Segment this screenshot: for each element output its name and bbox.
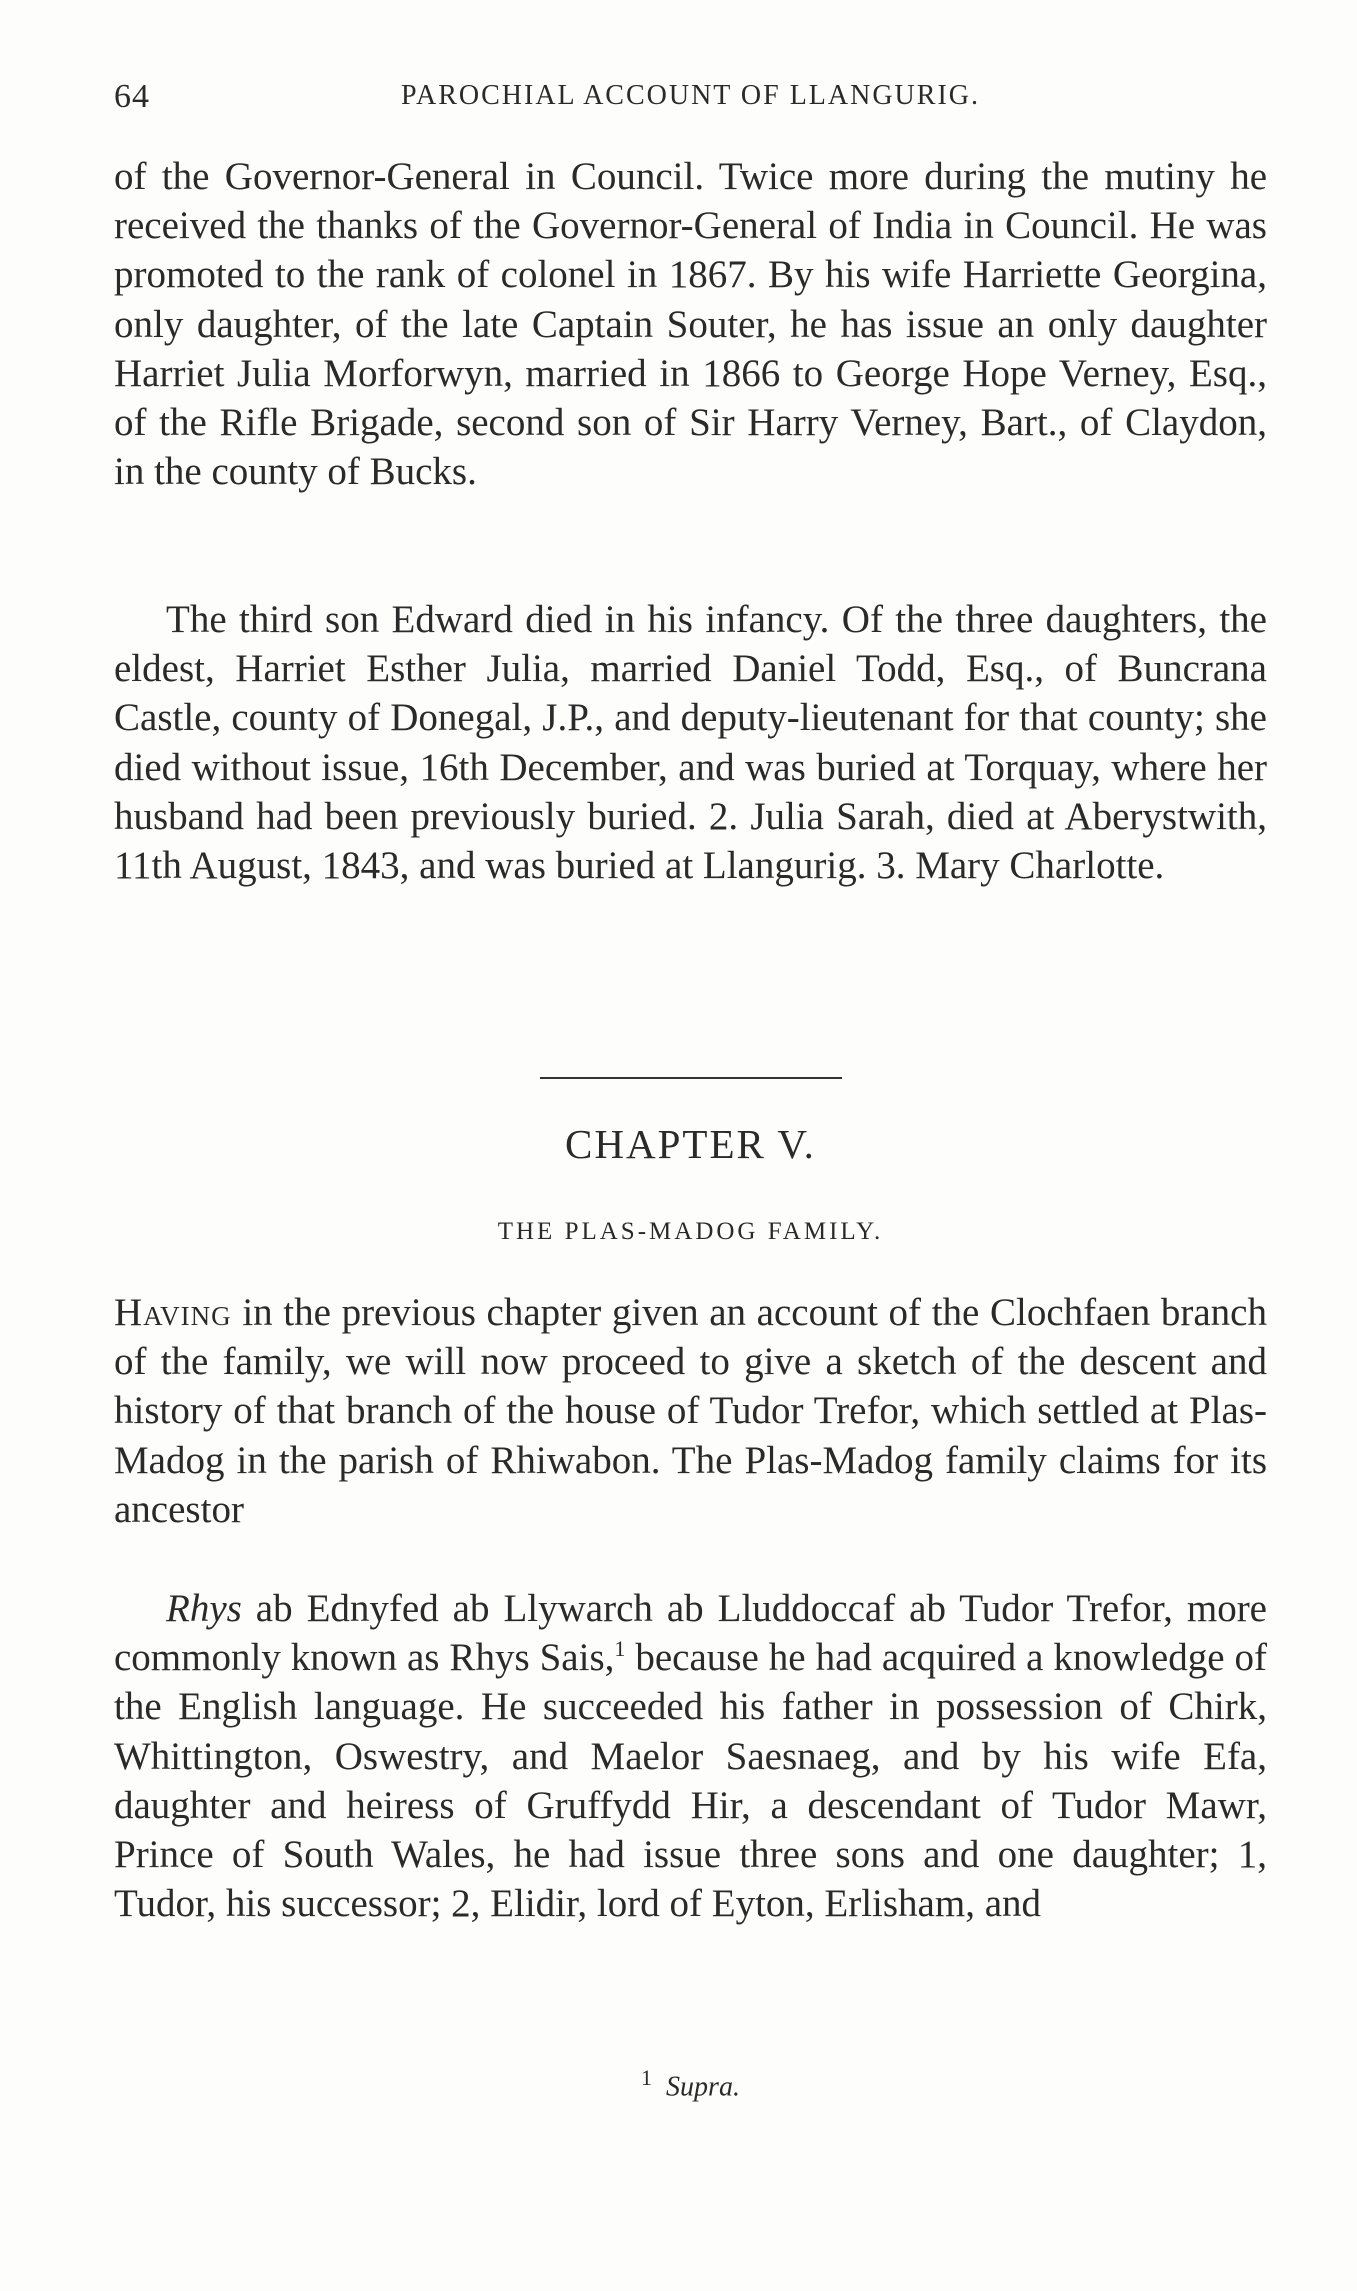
paragraph-body-b: because he had acquired a knowledge of the English language. He succeeded his father in possession of Chirk, Whittington, Oswestry, and Maelor Saesnaeg, and by his wife Efa, daughter and heiress of Gruffydd Hir, a descendant of Tudor Mawr, Prince of South Wales, he had issue three sons and one daughter; 1, Tudor, his successor; 2, Elidir, lord of Eyton, Erlisham, and bbox=[114, 1636, 1267, 1926]
chapter-subtitle: THE PLAS-MADOG FAMILY. bbox=[497, 1218, 884, 1245]
footnote-reference[interactable]: 1 bbox=[614, 1636, 626, 1662]
chapter-title: CHAPTER V. bbox=[565, 1121, 816, 1167]
opening-word: Having bbox=[114, 1291, 232, 1334]
paragraph-rhys-sais bbox=[114, 1584, 1267, 1928]
name-rhys: Rhys bbox=[166, 1587, 242, 1630]
paragraph-governor-general: of the Governor-General in Council. Twice more during the mutiny he received the thanks of the Governor-General of India in Council. He was promoted to the rank of colonel in 1867. By his wife Harriette Georgina, only daughter, of the late Captain Souter, he has issue an only daughter Harriet Julia Morforwyn, married in 1866 to George Hope Verney, Esq., of the Rifle Brigade, second son of Sir Harry Verney, Bart., of Claydon, in the county of Bucks. bbox=[114, 155, 1267, 494]
paragraph-plas-madog-intro bbox=[114, 1288, 1267, 1534]
paragraph-body: in the previous chapter given an account of the Clochfaen branch of the family, we will now proceed to give a sketch of the descent and history of that branch of the house of Tudor Trefor, which settled at Plas-Madog in the parish of Rhiwabon. The Plas-Madog family claims for its ancestor bbox=[114, 1291, 1267, 1531]
book-page bbox=[114, 0, 1267, 2291]
running-head: PAROCHIAL ACCOUNT OF LLANGURIG. bbox=[400, 80, 980, 111]
section-divider bbox=[540, 1077, 842, 1079]
footnote-mark: 1 bbox=[641, 2065, 653, 2090]
paragraph-third-son: The third son Edward died in his infancy. Of the three daughters, the eldest, Harriet Esther Julia, married Daniel Todd, Esq., of Buncrana Castle, county of Donegal, J.P., and deputy-lieutenant for that county; she died without issue, 16th December, and was buried at Torquay, where her husband had been previously buried. 2. Julia Sarah, died at Aberystwith, 11th August, 1843, and was buried at Llangurig. 3. Mary Charlotte. bbox=[114, 598, 1267, 888]
paragraph-body-a: ab Ednyfed ab Llywarch ab Lluddoccaf ab Tudor Trefor, more commonly known as Rhys Sais, bbox=[114, 1587, 1267, 1680]
footnote bbox=[114, 2065, 1267, 2103]
page-header bbox=[114, 78, 1267, 118]
footnote-text: Supra. bbox=[666, 2071, 740, 2103]
page-number: 64 bbox=[114, 78, 150, 115]
